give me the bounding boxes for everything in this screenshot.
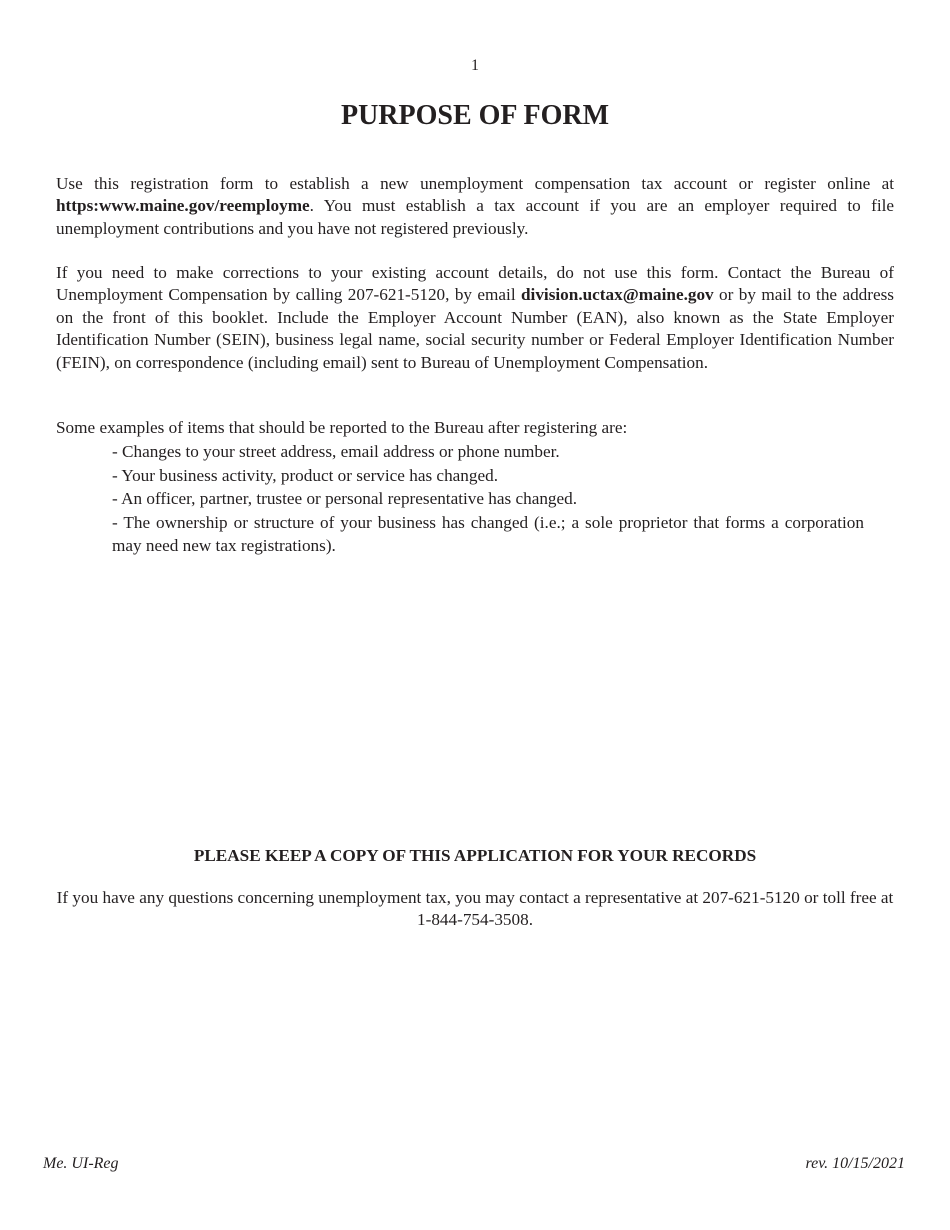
corrections-paragraph (56, 262, 894, 374)
examples-intro: Some examples of items that should be reported to the Bureau after registering are: (56, 418, 628, 437)
examples-list (112, 440, 864, 558)
keep-copy-notice: PLEASE KEEP A COPY OF THIS APPLICATION FOR YOUR RECORDS (193, 846, 757, 865)
list-item: - An officer, partner, trustee or personal representative has changed. (112, 489, 578, 509)
list-item: - Your business activity, product or service has changed. (112, 465, 498, 485)
page-title: PURPOSE OF FORM (340, 100, 610, 131)
contact-email: division.uctax@maine.gov (521, 285, 714, 305)
contact-note: If you have any questions concerning unemployment tax, you may contact a representative at 207-621-5120 or toll free at 1-844-754-3508. (56, 888, 894, 930)
intro-paragraph (56, 173, 894, 240)
footer-revision: rev. 10/15/2021 (805, 1155, 905, 1172)
footer-form-id: Me. UI-Reg (43, 1155, 119, 1172)
intro-text-end: . You must establish a tax account if you are an employer required to file unemployment contributions and you have not registered previously. (56, 196, 894, 238)
list-item: - Changes to your street address, email address or phone number. (112, 442, 560, 461)
list-item: - The ownership or structure of your business has changed (i.e.; a sole proprietor that forms a corporation may need new tax registrations). (112, 512, 864, 556)
corrections-text-end: or by mail to the address on the front of this booklet. Include the Employer Account Number (EAN), also known as the State Employer Identification Number (SEIN), business legal name, social security number or Federal Employer Identification Number (FEIN), on correspondence (including email) sent to Bureau of Unemployment Compensation. (56, 285, 894, 372)
page-number: 1 (471, 57, 479, 74)
corrections-text-start: If you need to make corrections to your existing account details, do not use this form. Contact the Bureau of Unemployment Compensation by calling 207-621-5120, by email (56, 263, 894, 305)
intro-text-start: Use this registration form to establish a new unemployment compensation tax account or register online at (56, 174, 894, 193)
registration-url: https:www.maine.gov/reemployme (56, 196, 310, 216)
